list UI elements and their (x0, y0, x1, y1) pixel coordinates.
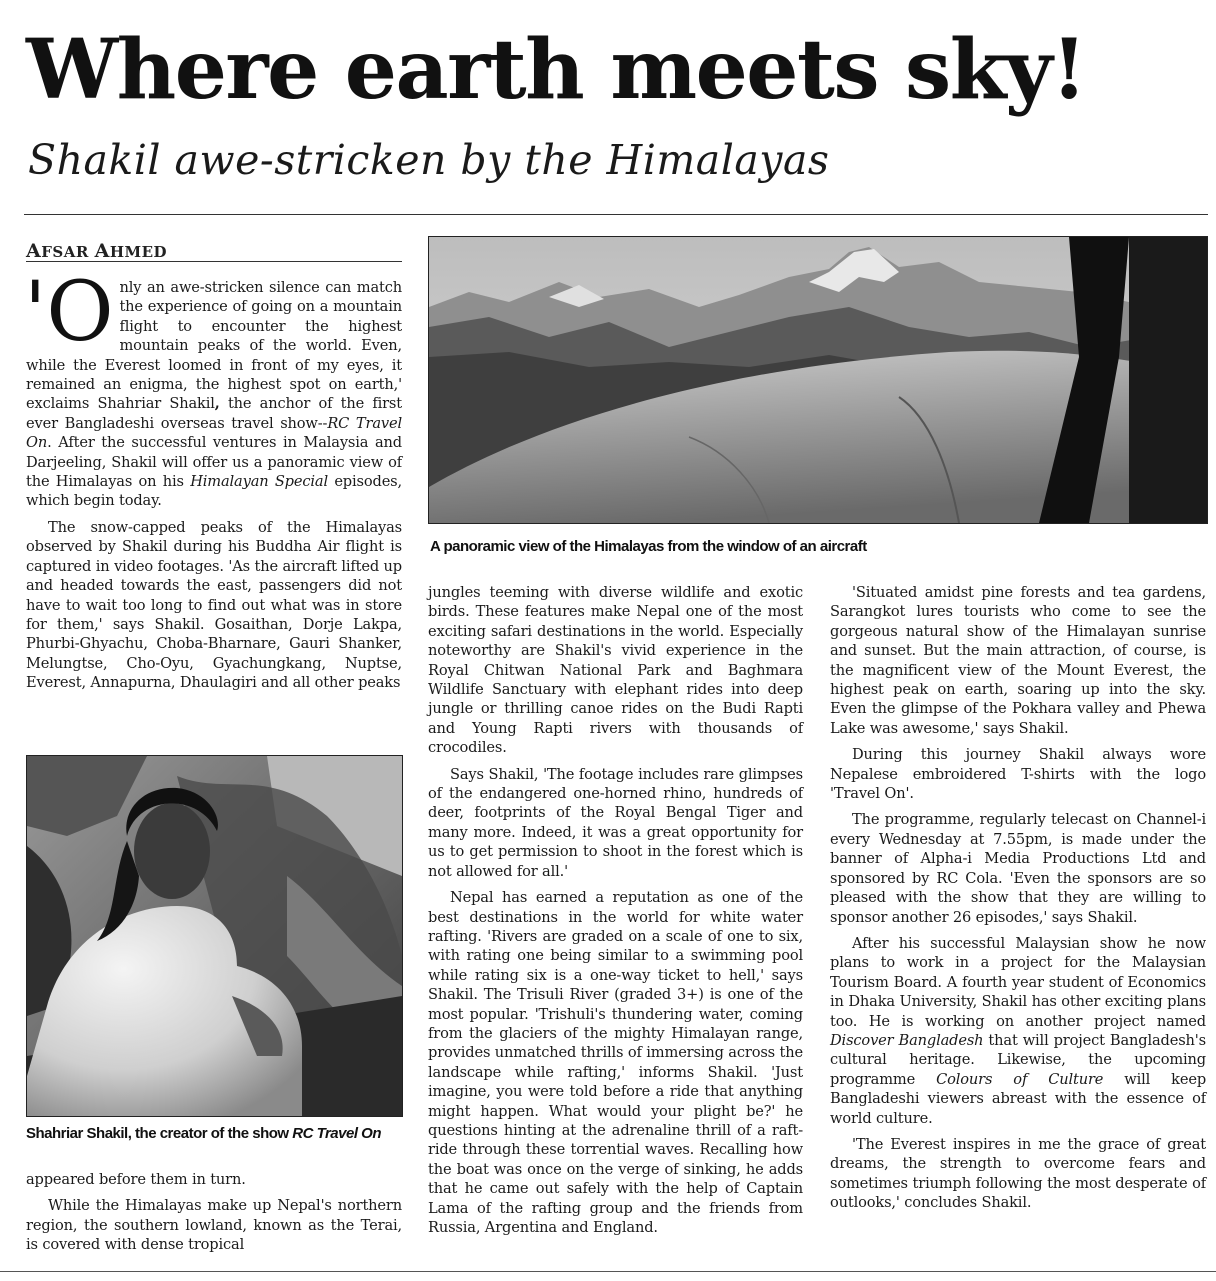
show-title: Discover Bangladesh (830, 1031, 984, 1049)
subheadline: Shakil awe-stricken by the Himalayas (28, 136, 830, 184)
column-2 (428, 583, 803, 1237)
paragraph: Nepal has earned a reputation as one of the best destinations in the world for white water rafting. 'Rivers are graded on a scale of one to six, with rating one being similar to a swimming pool while rating six is a one-way ticket to hell,' says Shakil. The Trisuli River (graded 3+) is one of the most popular. 'Trishuli's thundering water, coming from the glaciers of the mighty Himalayan range, provides unmatched thrills of immersing across the landscape while rafting,' informs Shakil. 'Just imagine, you were told before a ride that anything might happen. What would your plight be?' he questions hinting at the adrenaline thrill of a raft-ride through these torrential waves. Recalling how the boat was once on the verge of sinking, he adds that he came out safely with the help of Captain Lama of the rafting group and the friends from Russia, Argentina and England. (428, 889, 803, 1236)
byline-first: FSAR (41, 243, 89, 261)
column-3 (830, 583, 1206, 1213)
text-run: that will project Bangladesh's cultural heritage. Likewise, the upcoming programme (830, 1031, 1206, 1088)
byline-initial: A (94, 240, 110, 262)
text-run: After his successful Malaysian show he now plans to work in a project for the Malaysian Tourism Board. A fourth year student of Economics in Dhaka University, Shakil has other exciting plans too. He is working on another project named (830, 934, 1206, 1030)
paragraph-continued: appeared before them in turn. (26, 1171, 246, 1188)
text-run: will keep Bangladeshi viewers abreast with the essence of world culture. (830, 1070, 1207, 1127)
column-1-upper (24, 265, 403, 693)
text-run: nly an awe-stricken silence can match the experience of going on a mountain flight to encounter the highest mountain peaks of the world. Even, while the Everest loomed in front of my eyes, it remained an enigma, the highest spot on earth,' exclaims Shahriar Shakil (26, 279, 402, 413)
portrait-photo (26, 755, 403, 1117)
paragraph (830, 934, 1206, 1128)
byline (26, 240, 167, 262)
portrait-image (27, 756, 402, 1116)
paragraph-continued: jungles teeming with diverse wildlife and exotic birds. These features make Nepal one of the most exciting safari destinations in the world. Especially noteworthy are Shakil's vivid experience in the Royal Chitwan National Park and Baghmara Wildlife Sanctuary with elephant rides into deep jungle or thrilling canoe rides on the Budi Rapti and Young Rapti rivers with thousands of crocodiles. (428, 584, 803, 757)
text-run: . After the successful ventures in Malaysia and Darjeeling, Shakil will offer us a panoramic view of the Himalayas on his (26, 434, 402, 491)
mountain-photo (428, 236, 1208, 524)
show-title: RC Travel On (26, 414, 402, 452)
show-title: Himalayan Special (190, 473, 328, 491)
drop-cap: 'O (24, 265, 114, 360)
footer-rule (0, 1271, 1216, 1272)
lead-paragraph: 'Only an awe-stricken silence can match the experience of going on a mountain flight to encounter the highest mountain peaks of the world. Even, while the Everest loomed in front of my eyes, it remained an enigma, the highest spot on earth,' exclaims Shahriar Shakil, the anchor of the first ever Bangladeshi overseas travel show--RC Travel On. After the successful ventures in Malaysia and Darjeeling, Shakil will offer us a panoramic view of the Himalayas on his Himalayan Special episodes, which begin today. (24, 265, 403, 510)
text-run: episodes, which begin today. (26, 473, 403, 510)
text-run: the anchor of the first ever Bangladeshi overseas travel show-- (26, 395, 402, 432)
paragraph: 'Situated amidst pine forests and tea gardens, Sarangkot lures tourists who come to see the gorgeous natural show of the Himalayan sunrise and sunset. But the main attraction, of course, is the magnificent view of the Mount Everest, the highest peak on earth, soaring up into the sky. Even the glimpse of the Pokhara valley and Phewa Lake was awesome,' says Shakil. (830, 584, 1206, 737)
byline-last: HMED (109, 243, 168, 261)
mountain-caption: A panoramic view of the Himalayas from the window of an aircraft (430, 538, 867, 555)
headline: Where earth meets sky! (26, 22, 1086, 118)
paragraph: Says Shakil, 'The footage includes rare glimpses of the endangered one-horned rhino, hundreds of deer, footprints of the Royal Bengal Tiger and many more. Indeed, it was a great opportunity for us to get permission to shoot in the forest which is not allowed for all.' (428, 765, 803, 880)
header-rule (24, 214, 1208, 215)
paragraph: 'The Everest inspires in me the grace of great dreams, the strength to overcome fears and sometimes triumph following the most desperate of outlooks,' concludes Shakil. (830, 1135, 1206, 1212)
column-1-lower (26, 1170, 402, 1255)
paragraph: The snow-capped peaks of the Himalayas observed by Shakil during his Buddha Air flight is captured in video footages. 'As the aircraft lifted up and headed towards the east, passengers did not have to wait too long to find out what was in store for them,' says Shakil. Gosaithan, Dorje Lakpa, Phurbi-Ghyachu, Choba-Bharnare, Gauri Shanker, Melungtse, Cho-Oyu, Gyachungkang, Nuptse, Everest, Annapurna, Dhaulagiri and all other peaks (26, 518, 402, 692)
mountain-image (429, 237, 1207, 523)
show-title: Colours of Culture (936, 1070, 1104, 1088)
paragraph: While the Himalayas make up Nepal's northern region, the southern lowland, known as the Terai, is covered with dense tropical (26, 1197, 402, 1254)
portrait-caption (26, 1125, 381, 1142)
byline-initial: A (26, 240, 42, 262)
caption-show-title: RC Travel On (292, 1125, 382, 1142)
caption-text: Shahriar Shakil, the creator of the show (26, 1125, 289, 1142)
paragraph: During this journey Shakil always wore Nepalese embroidered T-shirts with the logo 'Travel On'. (830, 746, 1206, 803)
byline-rule (26, 261, 402, 262)
paragraph: The programme, regularly telecast on Channel-i every Wednesday at 7.55pm, is made under the banner of Alpha-i Media Productions Ltd and sponsored by RC Cola. 'Even the sponsors are so pleased with the show that they are willing to sponsor another 26 episodes,' says Shakil. (830, 811, 1206, 926)
